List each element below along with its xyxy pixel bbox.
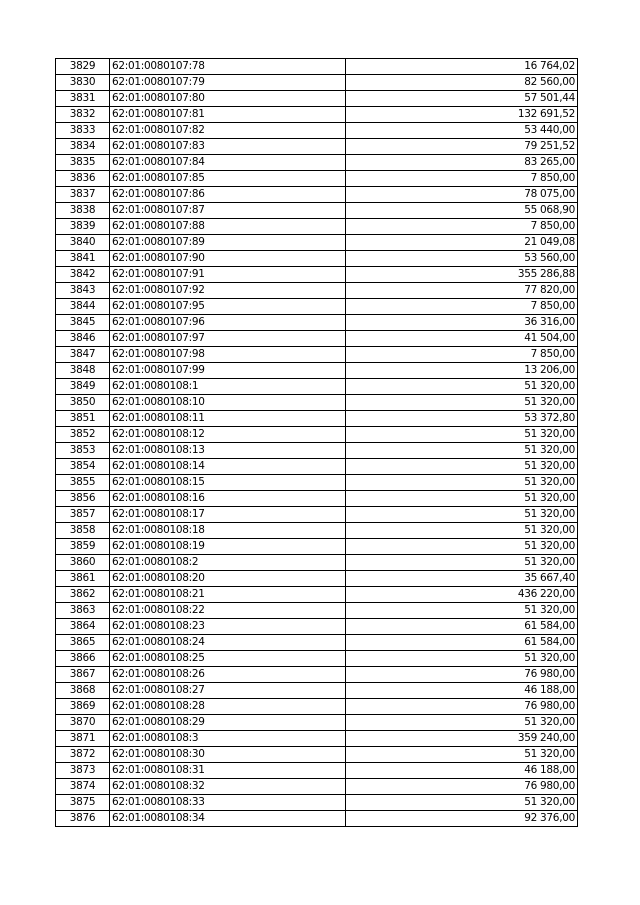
cadastral-value-cell: 41 504,00	[346, 331, 578, 347]
table-row	[56, 523, 578, 539]
cadastral-value-cell: 132 691,52	[346, 107, 578, 123]
cadastral-value-cell: 51 320,00	[346, 475, 578, 491]
row-number-cell: 3833	[56, 123, 110, 139]
cadastral-value-cell: 13 206,00	[346, 363, 578, 379]
row-number-cell: 3857	[56, 507, 110, 523]
cadastral-value-cell: 77 820,00	[346, 283, 578, 299]
row-number-cell: 3829	[56, 59, 110, 75]
cadastral-number-cell: 62:01:0080108:29	[110, 715, 346, 731]
cadastral-value-table	[55, 58, 578, 827]
table-row	[56, 395, 578, 411]
row-number-cell: 3832	[56, 107, 110, 123]
cadastral-value-cell: 36 316,00	[346, 315, 578, 331]
table-row	[56, 219, 578, 235]
table-row	[56, 379, 578, 395]
row-number-cell: 3848	[56, 363, 110, 379]
row-number-cell: 3856	[56, 491, 110, 507]
row-number-cell: 3855	[56, 475, 110, 491]
table-row	[56, 427, 578, 443]
cadastral-value-cell: 51 320,00	[346, 427, 578, 443]
table-row	[56, 411, 578, 427]
cadastral-number-cell: 62:01:0080107:91	[110, 267, 346, 283]
cadastral-number-cell: 62:01:0080108:33	[110, 795, 346, 811]
row-number-cell: 3870	[56, 715, 110, 731]
cadastral-number-cell: 62:01:0080108:26	[110, 667, 346, 683]
table-row	[56, 299, 578, 315]
row-number-cell: 3846	[56, 331, 110, 347]
row-number-cell: 3866	[56, 651, 110, 667]
cadastral-number-cell: 62:01:0080108:3	[110, 731, 346, 747]
table-row	[56, 683, 578, 699]
cadastral-value-cell: 51 320,00	[346, 747, 578, 763]
row-number-cell: 3862	[56, 587, 110, 603]
cadastral-value-cell: 92 376,00	[346, 811, 578, 827]
cadastral-number-cell: 62:01:0080107:86	[110, 187, 346, 203]
table-row	[56, 491, 578, 507]
table-row	[56, 699, 578, 715]
cadastral-number-cell: 62:01:0080107:81	[110, 107, 346, 123]
cadastral-number-cell: 62:01:0080108:27	[110, 683, 346, 699]
cadastral-value-cell: 83 265,00	[346, 155, 578, 171]
cadastral-number-cell: 62:01:0080107:83	[110, 139, 346, 155]
cadastral-value-cell: 53 372,80	[346, 411, 578, 427]
cadastral-value-cell: 51 320,00	[346, 459, 578, 475]
cadastral-number-cell: 62:01:0080107:79	[110, 75, 346, 91]
table-row	[56, 795, 578, 811]
table-row	[56, 155, 578, 171]
row-number-cell: 3868	[56, 683, 110, 699]
cadastral-value-cell: 76 980,00	[346, 667, 578, 683]
cadastral-number-cell: 62:01:0080108:20	[110, 571, 346, 587]
cadastral-number-cell: 62:01:0080107:87	[110, 203, 346, 219]
cadastral-number-cell: 62:01:0080107:92	[110, 283, 346, 299]
row-number-cell: 3843	[56, 283, 110, 299]
row-number-cell: 3844	[56, 299, 110, 315]
cadastral-number-cell: 62:01:0080107:88	[110, 219, 346, 235]
cadastral-value-cell: 35 667,40	[346, 571, 578, 587]
cadastral-value-cell: 79 251,52	[346, 139, 578, 155]
cadastral-number-cell: 62:01:0080108:1	[110, 379, 346, 395]
table-row	[56, 747, 578, 763]
cadastral-value-cell: 7 850,00	[346, 219, 578, 235]
table-row	[56, 363, 578, 379]
cadastral-value-cell: 21 049,08	[346, 235, 578, 251]
cadastral-value-cell: 51 320,00	[346, 795, 578, 811]
cadastral-value-cell: 7 850,00	[346, 171, 578, 187]
table-row	[56, 731, 578, 747]
cadastral-number-cell: 62:01:0080108:18	[110, 523, 346, 539]
row-number-cell: 3852	[56, 427, 110, 443]
cadastral-value-cell: 359 240,00	[346, 731, 578, 747]
table-row	[56, 539, 578, 555]
row-number-cell: 3840	[56, 235, 110, 251]
cadastral-number-cell: 62:01:0080107:89	[110, 235, 346, 251]
row-number-cell: 3867	[56, 667, 110, 683]
table-row	[56, 619, 578, 635]
cadastral-value-cell: 51 320,00	[346, 443, 578, 459]
cadastral-number-cell: 62:01:0080108:2	[110, 555, 346, 571]
row-number-cell: 3859	[56, 539, 110, 555]
cadastral-value-cell: 355 286,88	[346, 267, 578, 283]
row-number-cell: 3863	[56, 603, 110, 619]
cadastral-value-cell: 55 068,90	[346, 203, 578, 219]
table-row	[56, 779, 578, 795]
cadastral-number-cell: 62:01:0080107:90	[110, 251, 346, 267]
row-number-cell: 3831	[56, 91, 110, 107]
table-row	[56, 235, 578, 251]
cadastral-value-cell: 436 220,00	[346, 587, 578, 603]
cadastral-number-cell: 62:01:0080107:95	[110, 299, 346, 315]
table-row	[56, 123, 578, 139]
cadastral-number-cell: 62:01:0080107:97	[110, 331, 346, 347]
cadastral-value-cell: 53 560,00	[346, 251, 578, 267]
cadastral-number-cell: 62:01:0080108:12	[110, 427, 346, 443]
cadastral-number-cell: 62:01:0080108:21	[110, 587, 346, 603]
row-number-cell: 3834	[56, 139, 110, 155]
cadastral-value-cell: 51 320,00	[346, 715, 578, 731]
table-row	[56, 715, 578, 731]
table-row	[56, 267, 578, 283]
cadastral-value-cell: 78 075,00	[346, 187, 578, 203]
row-number-cell: 3842	[56, 267, 110, 283]
row-number-cell: 3836	[56, 171, 110, 187]
cadastral-number-cell: 62:01:0080107:99	[110, 363, 346, 379]
cadastral-number-cell: 62:01:0080108:32	[110, 779, 346, 795]
cadastral-value-cell: 51 320,00	[346, 539, 578, 555]
row-number-cell: 3861	[56, 571, 110, 587]
table-row	[56, 91, 578, 107]
cadastral-number-cell: 62:01:0080108:11	[110, 411, 346, 427]
cadastral-value-cell: 53 440,00	[346, 123, 578, 139]
cadastral-value-cell: 16 764,02	[346, 59, 578, 75]
table-row	[56, 651, 578, 667]
cadastral-number-cell: 62:01:0080108:14	[110, 459, 346, 475]
row-number-cell: 3849	[56, 379, 110, 395]
cadastral-number-cell: 62:01:0080107:80	[110, 91, 346, 107]
cadastral-number-cell: 62:01:0080107:78	[110, 59, 346, 75]
row-number-cell: 3876	[56, 811, 110, 827]
table-row	[56, 443, 578, 459]
row-number-cell: 3865	[56, 635, 110, 651]
cadastral-value-cell: 51 320,00	[346, 379, 578, 395]
cadastral-number-cell: 62:01:0080108:22	[110, 603, 346, 619]
cadastral-number-cell: 62:01:0080108:10	[110, 395, 346, 411]
row-number-cell: 3853	[56, 443, 110, 459]
cadastral-number-cell: 62:01:0080108:13	[110, 443, 346, 459]
row-number-cell: 3860	[56, 555, 110, 571]
table-row	[56, 475, 578, 491]
cadastral-number-cell: 62:01:0080108:34	[110, 811, 346, 827]
cadastral-value-cell: 51 320,00	[346, 603, 578, 619]
table-row	[56, 171, 578, 187]
cadastral-number-cell: 62:01:0080108:19	[110, 539, 346, 555]
row-number-cell: 3873	[56, 763, 110, 779]
cadastral-number-cell: 62:01:0080108:28	[110, 699, 346, 715]
row-number-cell: 3845	[56, 315, 110, 331]
cadastral-value-cell: 7 850,00	[346, 347, 578, 363]
table-row	[56, 587, 578, 603]
table-row	[56, 811, 578, 827]
table-row	[56, 331, 578, 347]
table-row	[56, 107, 578, 123]
table-row	[56, 75, 578, 91]
row-number-cell: 3839	[56, 219, 110, 235]
cadastral-number-cell: 62:01:0080107:84	[110, 155, 346, 171]
cadastral-number-cell: 62:01:0080108:17	[110, 507, 346, 523]
table-row	[56, 315, 578, 331]
cadastral-value-cell: 51 320,00	[346, 491, 578, 507]
cadastral-number-cell: 62:01:0080108:31	[110, 763, 346, 779]
row-number-cell: 3851	[56, 411, 110, 427]
table-row	[56, 251, 578, 267]
cadastral-value-cell: 61 584,00	[346, 635, 578, 651]
cadastral-number-cell: 62:01:0080107:85	[110, 171, 346, 187]
table-row	[56, 507, 578, 523]
row-number-cell: 3869	[56, 699, 110, 715]
table-row	[56, 459, 578, 475]
row-number-cell: 3830	[56, 75, 110, 91]
cadastral-number-cell: 62:01:0080107:98	[110, 347, 346, 363]
table-row	[56, 347, 578, 363]
table-row	[56, 635, 578, 651]
cadastral-number-cell: 62:01:0080108:15	[110, 475, 346, 491]
cadastral-number-cell: 62:01:0080107:96	[110, 315, 346, 331]
row-number-cell: 3864	[56, 619, 110, 635]
table-row	[56, 603, 578, 619]
row-number-cell: 3871	[56, 731, 110, 747]
cadastral-value-cell: 82 560,00	[346, 75, 578, 91]
cadastral-value-cell: 61 584,00	[346, 619, 578, 635]
row-number-cell: 3847	[56, 347, 110, 363]
cadastral-value-cell: 51 320,00	[346, 523, 578, 539]
cadastral-value-cell: 51 320,00	[346, 555, 578, 571]
table-row	[56, 667, 578, 683]
table-row	[56, 203, 578, 219]
cadastral-value-cell: 51 320,00	[346, 507, 578, 523]
table-row	[56, 763, 578, 779]
cadastral-number-cell: 62:01:0080108:16	[110, 491, 346, 507]
cadastral-value-cell: 7 850,00	[346, 299, 578, 315]
cadastral-value-cell: 76 980,00	[346, 699, 578, 715]
cadastral-number-cell: 62:01:0080108:24	[110, 635, 346, 651]
row-number-cell: 3854	[56, 459, 110, 475]
table-row	[56, 571, 578, 587]
cadastral-value-cell: 51 320,00	[346, 395, 578, 411]
cadastral-value-cell: 76 980,00	[346, 779, 578, 795]
row-number-cell: 3838	[56, 203, 110, 219]
table-row	[56, 283, 578, 299]
table-row	[56, 139, 578, 155]
table-row	[56, 59, 578, 75]
row-number-cell: 3837	[56, 187, 110, 203]
row-number-cell: 3841	[56, 251, 110, 267]
cadastral-number-cell: 62:01:0080108:25	[110, 651, 346, 667]
row-number-cell: 3874	[56, 779, 110, 795]
cadastral-value-cell: 57 501,44	[346, 91, 578, 107]
cadastral-value-cell: 46 188,00	[346, 763, 578, 779]
table-body	[56, 59, 578, 827]
cadastral-value-cell: 51 320,00	[346, 651, 578, 667]
cadastral-number-cell: 62:01:0080107:82	[110, 123, 346, 139]
cadastral-number-cell: 62:01:0080108:30	[110, 747, 346, 763]
row-number-cell: 3872	[56, 747, 110, 763]
cadastral-value-cell: 46 188,00	[346, 683, 578, 699]
row-number-cell: 3875	[56, 795, 110, 811]
row-number-cell: 3835	[56, 155, 110, 171]
table-row	[56, 555, 578, 571]
cadastral-number-cell: 62:01:0080108:23	[110, 619, 346, 635]
row-number-cell: 3850	[56, 395, 110, 411]
row-number-cell: 3858	[56, 523, 110, 539]
table-row	[56, 187, 578, 203]
